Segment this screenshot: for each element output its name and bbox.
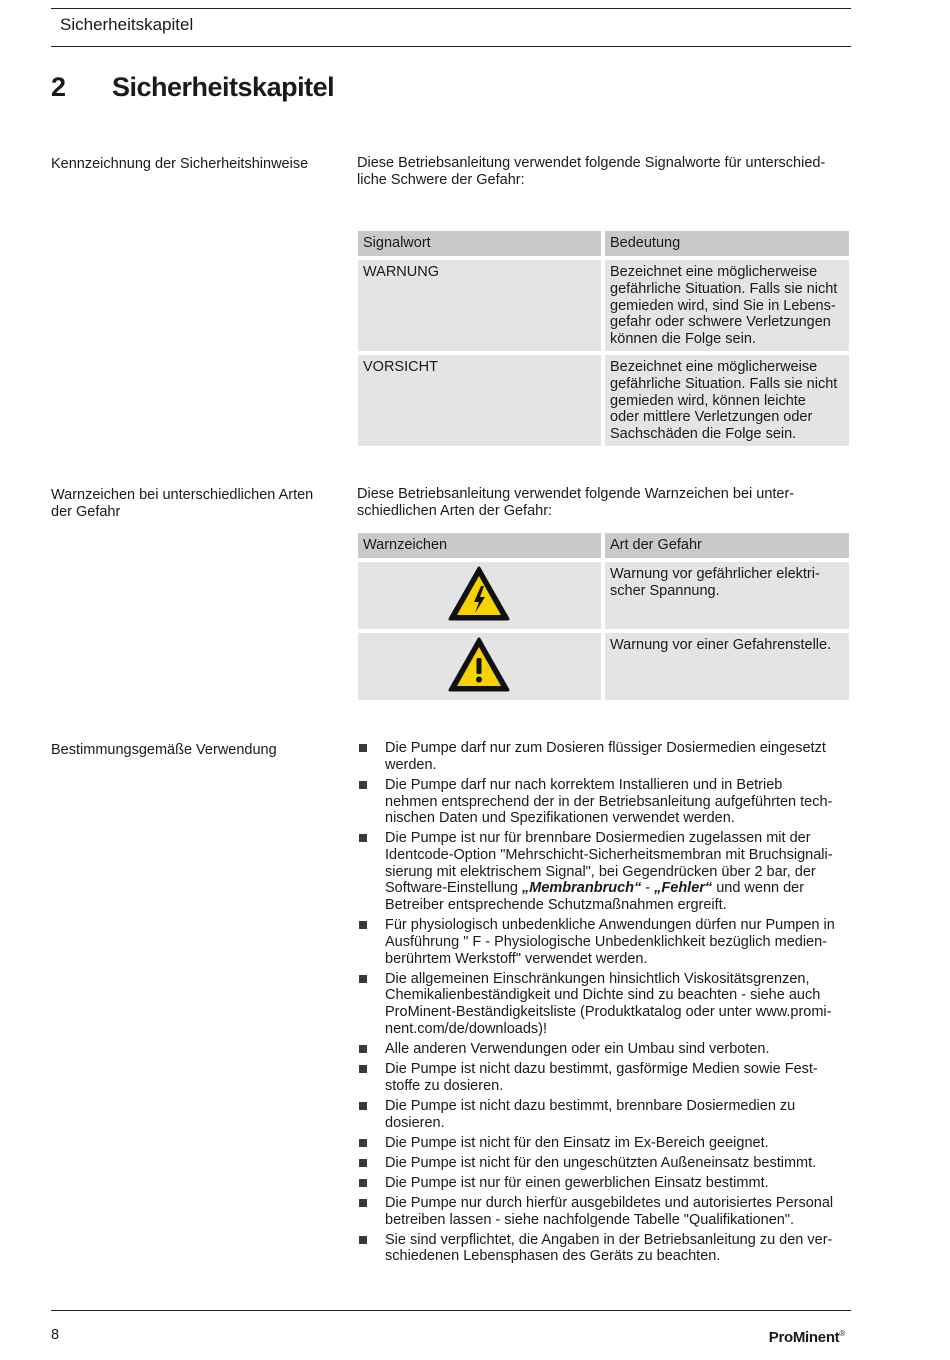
bullet-square-icon (359, 1159, 367, 1167)
list-item: Die Pumpe ist nicht für den Einsatz im Ex-Bereich geeignet. (357, 1135, 852, 1152)
table-cell-warnung: WARNUNG (358, 260, 601, 351)
table-header-signalwort: Signalwort (358, 231, 601, 256)
section-heading-intended-use: Bestimmungsgemäße Verwendung (51, 742, 277, 758)
list-item: Die Pumpe darf nur nach korrektem Installieren und in Betrieb nehmen entsprechend der in der Betriebsanleitung aufgeführten tech- nischen Daten und Spezifikationen verwendet werden. (357, 777, 852, 827)
bullet-square-icon (359, 781, 367, 789)
chapter-number: 2 (51, 72, 66, 102)
list-item: Sie sind verpflichtet, die Angaben in der Betriebsanleitung zu den ver- schiedenen Lebensphasen des Geräts zu beachten. (357, 1232, 852, 1265)
list-item: Für physiologisch unbedenkliche Anwendungen dürfen nur Pumpen in Ausführung " F - Physiologische Unbedenklichkeit bezüglich medien- berührtem Werkstoff" verwendet werden. (357, 917, 852, 967)
bullet-square-icon (359, 1045, 367, 1053)
table-header-warnzeichen: Warnzeichen (358, 533, 601, 558)
bullet-square-icon (359, 744, 367, 752)
bullet-square-icon (359, 834, 367, 842)
list-item: Die Pumpe ist nur für brennbare Dosiermedien zugelassen mit der Identcode-Option "Mehrschicht-Sicherheitsmembran mit Bruchsignali- sierung mit elektrischem Signal", bei Gegendrücken über 2 bar, der Software-Einstellung „Membranbruch“ - „Fehler“ und wenn der Betreiber entsprechende Schutzmaßnahmen ergreift. (357, 830, 852, 914)
footer-rule (51, 1310, 851, 1311)
bullet-square-icon (359, 1065, 367, 1073)
list-item: Die Pumpe ist nur für einen gewerblichen Einsatz bestimmt. (357, 1175, 852, 1192)
table-header-art-der-gefahr: Art der Gefahr (605, 533, 849, 558)
bullet-square-icon (359, 1236, 367, 1244)
table-cell-vorsicht-meaning: Bezeichnet eine möglicherweise gefährliche Situation. Falls sie nicht gemieden wird, können leichte oder mittlere Verletzungen oder Sachschäden die Folge sein. (605, 355, 849, 446)
table-cell-warnung-meaning: Bezeichnet eine möglicherweise gefährliche Situation. Falls sie nicht gemieden wird, sind Sie in Lebens- gefahr oder schwere Verletzungen können die Folge sein. (605, 260, 849, 351)
bullet-square-icon (359, 975, 367, 983)
list-item: Die Pumpe darf nur zum Dosieren flüssiger Dosiermedien eingesetzt werden. (357, 740, 852, 773)
section-heading-warning-signs: Warnzeichen bei unterschiedlichen Arten der Gefahr (51, 487, 314, 520)
list-item: Die Pumpe ist nicht für den ungeschützten Außeneinsatz bestimmt. (357, 1155, 852, 1172)
table-cell-vorsicht: VORSICHT (358, 355, 601, 446)
table-cell-voltage-text: Warnung vor gefährlicher elektri- scher Spannung. (605, 562, 849, 629)
list-item: Die Pumpe ist nicht dazu bestimmt, brennbare Dosiermedien zu dosieren. (357, 1098, 852, 1131)
table-cell-general-sign (358, 633, 601, 700)
bullet-square-icon (359, 1139, 367, 1147)
setting-fehler: „Fehler“ (654, 880, 713, 897)
section-intro-signal-words: Diese Betriebsanleitung verwendet folgende Signalworte für unterschied- liche Schwere der Gefahr: (357, 155, 826, 188)
setting-membranbruch: „Membranbruch“ (522, 880, 642, 897)
bullet-square-icon (359, 1199, 367, 1207)
table-cell-general-text: Warnung vor einer Gefahrenstelle. (605, 633, 849, 700)
table-header-bedeutung: Bedeutung (605, 231, 849, 256)
running-header-title: Sicherheitskapitel (60, 15, 194, 34)
list-item: Alle anderen Verwendungen oder ein Umbau sind verboten. (357, 1041, 852, 1058)
intended-use-list (357, 740, 852, 1268)
bullet-square-icon (359, 1102, 367, 1110)
list-item: Die Pumpe nur durch hierfür ausgebildetes und autorisiertes Personal betreiben lassen - siehe nachfolgende Tabelle "Qualifikationen". (357, 1195, 852, 1228)
chapter-title: Sicherheitskapitel (112, 72, 335, 102)
bullet-square-icon (359, 921, 367, 929)
page-number: 8 (51, 1327, 60, 1343)
table-cell-voltage-sign (358, 562, 601, 629)
header-top-rule (51, 8, 851, 9)
high-voltage-warning-icon (448, 566, 510, 622)
bullet-square-icon (359, 1179, 367, 1187)
prominent-logo: ProMinent® (768, 1329, 845, 1346)
header-bottom-rule (51, 46, 851, 47)
section-heading-signal-words: Kennzeichnung der Sicherheitshinweise (51, 156, 309, 172)
list-item: Die allgemeinen Einschränkungen hinsichtlich Viskositätsgrenzen, Chemikalienbeständigkeit und Dichte sind zu beachten - siehe auch ProMinent-Beständigkeitsliste (Produktkatalog oder unter www.promi- nent.com/de/downloads)! (357, 971, 852, 1038)
general-warning-icon (448, 637, 510, 693)
section-intro-warning-signs: Diese Betriebsanleitung verwendet folgende Warnzeichen bei unter- schiedlichen Arten der Gefahr: (357, 486, 795, 519)
list-item: Die Pumpe ist nicht dazu bestimmt, gasförmige Medien sowie Fest- stoffe zu dosieren. (357, 1061, 852, 1094)
